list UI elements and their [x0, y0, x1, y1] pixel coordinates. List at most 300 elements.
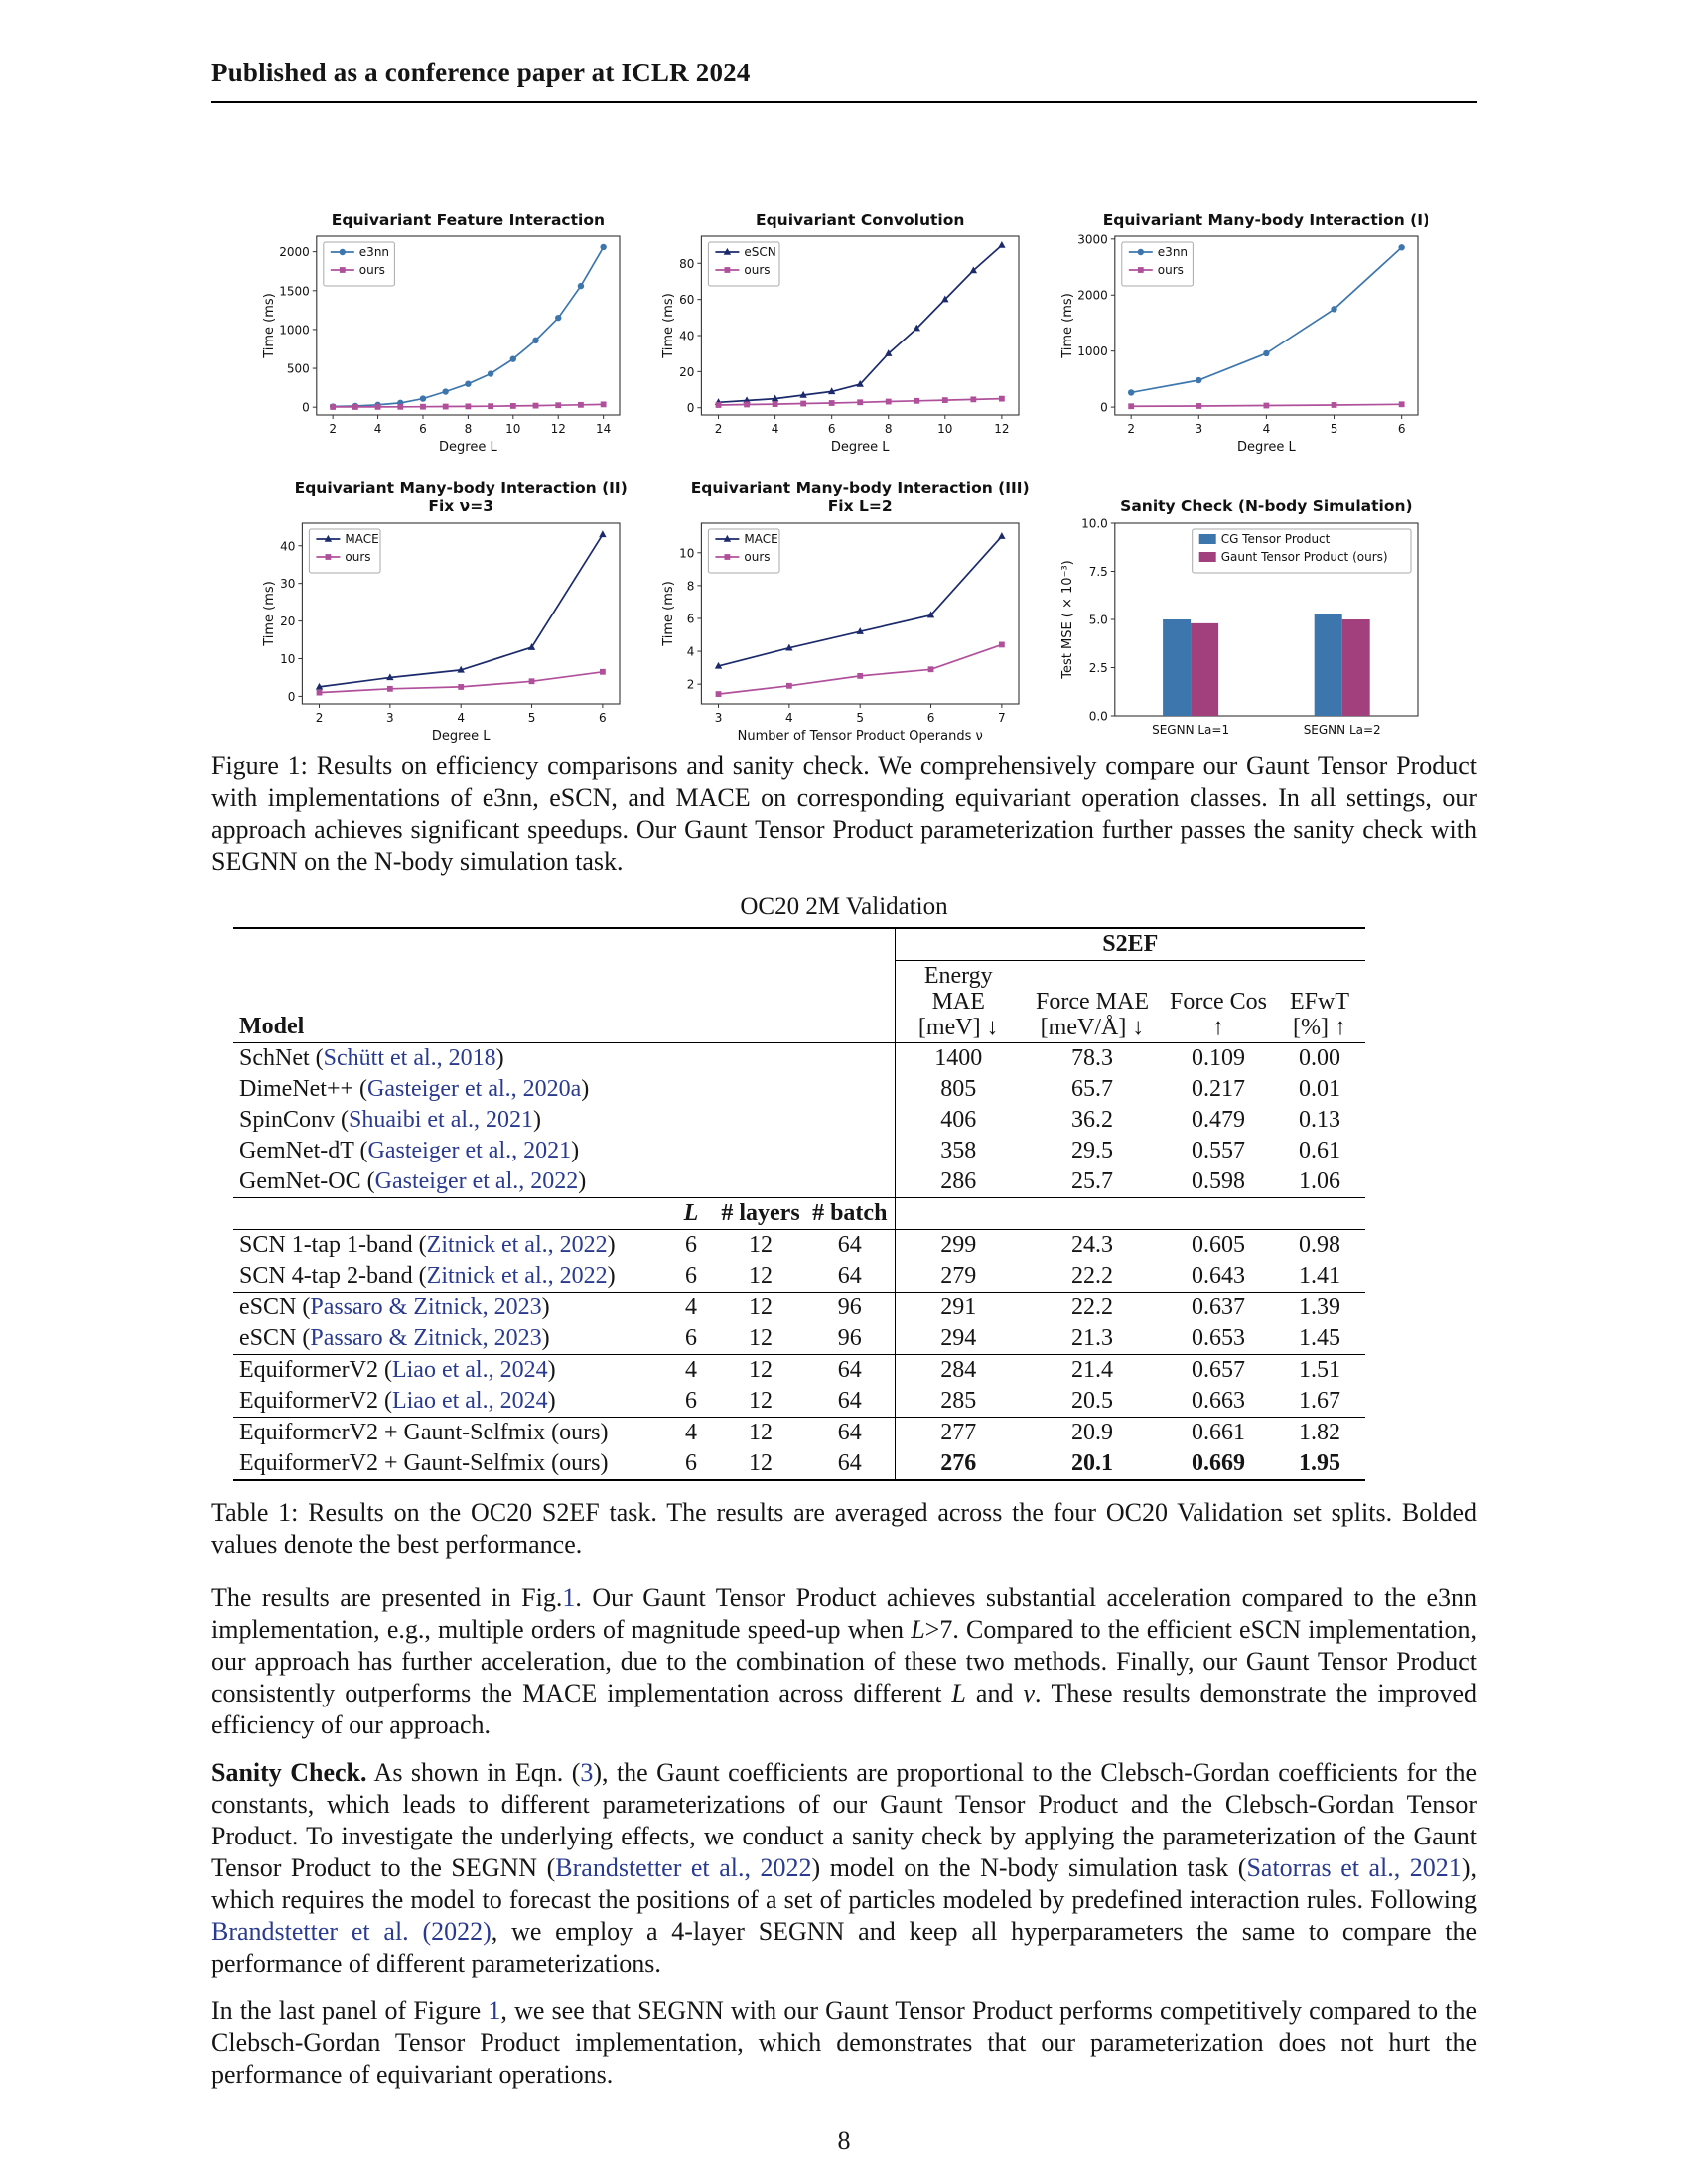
svg-text:40: 40	[280, 539, 296, 554]
metric-value: 1.06	[1299, 1168, 1340, 1194]
table-cell	[716, 1105, 805, 1136]
metric-value: 277	[895, 1418, 1022, 1449]
math-symbol: ν	[1023, 1679, 1035, 1707]
text-run: ), which requires the model to forecast the positions of a set of particles modeled by predefined interaction rules. Following	[211, 1853, 1477, 1914]
s2ef-header: S2EF	[895, 928, 1365, 961]
table-row	[233, 1136, 1365, 1166]
chart-legend	[309, 529, 380, 573]
table-cell: 96	[837, 1325, 862, 1351]
svg-text:Test MSE ( × 10⁻³): Test MSE ( × 10⁻³)	[1060, 560, 1075, 679]
model-name: SCN 1-tap 1-band	[239, 1232, 413, 1258]
metric-value: 22.2	[1022, 1293, 1163, 1324]
text-run: . These results demonstrate the improved efficiency of our approach.	[211, 1679, 1477, 1739]
svg-text:60: 60	[679, 293, 695, 308]
table-row	[233, 1230, 1365, 1262]
table-row	[233, 928, 1365, 961]
svg-text:10: 10	[679, 546, 695, 561]
svg-text:4: 4	[1262, 422, 1271, 436]
chart-panel-5	[659, 476, 1029, 751]
table-cell: 64	[837, 1388, 862, 1414]
metric-value: 0.663	[1192, 1388, 1245, 1414]
table-cell	[666, 961, 716, 1043]
svg-text:4: 4	[785, 711, 793, 725]
svg-text:500: 500	[286, 361, 310, 376]
svg-text:MACE: MACE	[345, 532, 379, 546]
model-cell: EquiformerV2 (Liao et al., 2024)	[239, 1388, 556, 1414]
svg-text:0: 0	[287, 689, 296, 704]
metric-value: 358	[895, 1136, 1022, 1166]
svg-text:10: 10	[280, 652, 296, 666]
chart-legend	[1122, 242, 1194, 286]
table-row	[233, 1105, 1365, 1136]
table-cell	[805, 1105, 895, 1136]
svg-text:6: 6	[827, 422, 836, 436]
citation-link[interactable]: Passaro & Zitnick, 2023	[310, 1295, 542, 1320]
svg-text:12: 12	[550, 422, 566, 436]
svg-text:Fix ν=3: Fix ν=3	[428, 497, 494, 515]
ref-link[interactable]: 3	[580, 1758, 594, 1787]
table-cell: 6	[685, 1388, 697, 1414]
metric-value: 0.557	[1192, 1138, 1245, 1163]
svg-text:7: 7	[998, 711, 1006, 725]
table-row	[233, 1355, 1365, 1387]
svg-text:e3nn: e3nn	[358, 245, 390, 259]
figure-1-row-1	[260, 208, 1428, 462]
table-row	[233, 1386, 1365, 1418]
metric-value: 0.01	[1299, 1076, 1340, 1102]
chart-svg-4	[260, 476, 630, 746]
page-number: 8	[837, 2126, 851, 2155]
main-column	[211, 751, 1477, 2107]
table-cell: 12	[749, 1263, 773, 1289]
chart-legend	[708, 529, 779, 573]
metric-value: 0.217	[1192, 1076, 1245, 1102]
svg-text:ours: ours	[358, 263, 385, 277]
svg-text:3: 3	[714, 711, 723, 725]
model-name: eSCN	[239, 1295, 297, 1320]
svg-text:30: 30	[280, 577, 296, 592]
svg-text:3: 3	[386, 711, 394, 725]
metric-value: 279	[895, 1261, 1022, 1293]
table-row	[233, 1074, 1365, 1105]
svg-text:10: 10	[505, 422, 521, 436]
model-name: eSCN	[239, 1325, 297, 1351]
metric-value: 21.4	[1022, 1355, 1163, 1387]
svg-text:Equivariant Feature Interactio: Equivariant Feature Interaction	[331, 211, 606, 229]
model-cell: SCN 4-tap 2-band (Zitnick et al., 2022)	[239, 1263, 616, 1289]
chart-legend	[1193, 529, 1411, 573]
bold-run-in: Sanity Check.	[211, 1758, 367, 1787]
svg-text:Time (ms): Time (ms)	[262, 581, 277, 646]
text-run: As shown in Eqn. (	[366, 1758, 581, 1787]
figure-1-row-2	[260, 476, 1428, 751]
svg-text:2000: 2000	[1077, 288, 1108, 303]
svg-text:2: 2	[329, 422, 337, 436]
svg-text:4: 4	[686, 644, 695, 659]
metric-value: 291	[895, 1293, 1022, 1324]
svg-text:7.5: 7.5	[1088, 565, 1108, 579]
col-batch-header: # batch	[805, 1198, 895, 1230]
citation-link[interactable]: Gasteiger et al., 2022	[374, 1168, 579, 1194]
metric-value: 36.2	[1071, 1107, 1113, 1133]
table-cell	[716, 1074, 805, 1105]
citation-link[interactable]: Zitnick et al., 2022	[426, 1232, 608, 1258]
svg-text:80: 80	[679, 256, 695, 271]
table-cell: 64	[805, 1355, 895, 1387]
model-name: SpinConv	[239, 1107, 336, 1133]
metric-value: 20.5	[1071, 1388, 1113, 1414]
math-symbol: L	[911, 1615, 925, 1644]
metric-value: 25.7	[1071, 1168, 1113, 1194]
metric-value: 20.1	[1022, 1448, 1163, 1480]
table-cell	[805, 961, 895, 1043]
model-name: SchNet	[239, 1045, 310, 1071]
svg-text:1500: 1500	[279, 284, 310, 299]
table-cell: 64	[805, 1448, 895, 1480]
svg-text:Equivariant Many-body Interact: Equivariant Many-body Interaction (I)	[1102, 211, 1428, 229]
chart-svg-1	[260, 208, 630, 457]
svg-text:Time (ms): Time (ms)	[1060, 293, 1075, 358]
citation-link[interactable]: Zitnick et al., 2022	[426, 1263, 608, 1289]
table-row	[233, 1166, 1365, 1198]
svg-text:5: 5	[1330, 422, 1338, 436]
table-row	[233, 1418, 1365, 1449]
table-row	[233, 1043, 1365, 1075]
chart-panel-6	[1058, 476, 1428, 751]
svg-text:6: 6	[419, 422, 427, 436]
svg-text:Equivariant Convolution: Equivariant Convolution	[755, 211, 965, 229]
col-L-header: L	[666, 1198, 716, 1230]
citation-link[interactable]: Gasteiger et al., 2021	[367, 1138, 572, 1163]
table-cell: 96	[805, 1293, 895, 1324]
citation-link[interactable]: Passaro & Zitnick, 2023	[310, 1325, 542, 1351]
svg-text:5.0: 5.0	[1088, 613, 1108, 627]
model-name: DimeNet++	[239, 1076, 354, 1102]
text-run: The results are presented in Fig.	[211, 1583, 563, 1612]
model-cell: DimeNet++ (Gasteiger et al., 2020a)	[239, 1076, 590, 1102]
metric-header: EFwT [%] ↑	[1274, 961, 1365, 1043]
table-cell: 4	[666, 1355, 716, 1387]
metric-value: 0.479	[1192, 1107, 1245, 1133]
model-cell: SchNet (Schütt et al., 2018)	[239, 1045, 504, 1071]
metric-value: 0.605	[1192, 1232, 1245, 1258]
metric-header: Force Cos ↑	[1163, 961, 1274, 1043]
table-1-title: OC20 2M Validation	[740, 893, 948, 920]
svg-text:3: 3	[1195, 422, 1203, 436]
table-cell: 12	[749, 1388, 773, 1414]
svg-text:2: 2	[714, 422, 723, 436]
model-header: Model	[233, 961, 666, 1043]
citation-link[interactable]: Schütt et al., 2018	[323, 1045, 496, 1071]
figure-1-caption: Figure 1: Results on efficiency comparisons and sanity check. We comprehensively compare our Gaunt Tensor Product with implementations of e3nn, eSCN, and MACE on corresponding equivariant operation classes. In all settings, our approach achieves significant speedups. Our Gaunt Tensor Product parameterization further passes the sanity check with SEGNN on the N-body simulation task.	[211, 751, 1477, 876]
math-symbol: L	[951, 1679, 966, 1707]
table-cell: 6	[685, 1232, 697, 1258]
metric-value: 1.82	[1274, 1418, 1365, 1449]
citation-link[interactable]: Gasteiger et al., 2020a	[367, 1076, 582, 1102]
bar-Gaunt Tensor Product (ours)	[1342, 619, 1370, 716]
table-cell: 4	[666, 1293, 716, 1324]
svg-text:1000: 1000	[279, 323, 310, 338]
svg-text:Sanity Check (N-body Simulatio: Sanity Check (N-body Simulation)	[1120, 497, 1413, 515]
metric-value: 0.13	[1299, 1107, 1340, 1133]
metric-value: 1.39	[1274, 1293, 1365, 1324]
running-header	[211, 58, 1477, 103]
metric-value: 1.51	[1274, 1355, 1365, 1387]
table-row	[233, 1323, 1365, 1355]
model-cell: eSCN (Passaro & Zitnick, 2023)	[233, 1293, 666, 1324]
metric-value: 0.61	[1299, 1138, 1340, 1163]
svg-text:3000: 3000	[1077, 232, 1108, 247]
chart-legend	[324, 242, 395, 286]
svg-text:2000: 2000	[279, 245, 310, 260]
metric-value: 299	[895, 1230, 1022, 1262]
svg-text:4: 4	[771, 422, 779, 436]
svg-text:10: 10	[937, 422, 953, 436]
table-row	[233, 961, 1365, 1043]
svg-text:SEGNN La=1: SEGNN La=1	[1152, 723, 1230, 737]
col-layers-header: # layers	[716, 1198, 805, 1230]
table-cell	[716, 1136, 805, 1166]
bar-CG Tensor Product	[1163, 619, 1191, 716]
svg-text:ours: ours	[1157, 263, 1184, 277]
svg-text:ours: ours	[744, 263, 771, 277]
table-cell	[895, 1198, 1365, 1230]
figure-1	[260, 208, 1428, 764]
table-cell	[233, 1198, 666, 1230]
model-cell: SCN 1-tap 1-band (Zitnick et al., 2022)	[239, 1232, 616, 1258]
svg-text:ours: ours	[744, 550, 771, 564]
text-run: and	[965, 1679, 1024, 1707]
svg-text:6: 6	[1397, 422, 1406, 436]
svg-text:Time (ms): Time (ms)	[661, 293, 676, 358]
text-run: >7. Compared to the efficient eSCN implementation, our approach has further acceleration, due to the combination of these two methods. Finally, our Gaunt Tensor Product consistently outperforms the MACE implementation across different	[211, 1615, 1477, 1707]
svg-text:ours: ours	[345, 550, 371, 564]
table-cell	[805, 1136, 895, 1166]
metric-value: 284	[895, 1355, 1022, 1387]
model-name: GemNet-dT	[239, 1138, 354, 1163]
svg-text:Number of Tensor Product Opera: Number of Tensor Product Operands ν	[737, 729, 983, 744]
table-cell	[666, 1105, 716, 1136]
ref-link[interactable]: 1	[488, 1996, 501, 2025]
svg-text:eSCN: eSCN	[744, 245, 776, 259]
metric-value: 22.2	[1071, 1263, 1113, 1289]
svg-text:6: 6	[926, 711, 935, 725]
metric-value: 65.7	[1071, 1076, 1113, 1102]
svg-text:Equivariant Many-body Interact: Equivariant Many-body Interaction (II)	[294, 479, 628, 497]
table-cell	[666, 1043, 716, 1075]
results-table	[233, 927, 1365, 1481]
svg-text:4: 4	[457, 711, 466, 725]
metric-value: 0.637	[1163, 1293, 1274, 1324]
ref-link[interactable]: Brandstetter et al. (2022)	[211, 1917, 492, 1946]
table-cell: 6	[666, 1448, 716, 1480]
svg-text:5: 5	[856, 711, 865, 725]
text-run: , we employ a 4-layer SEGNN and keep all hyperparameters the same to compare the performance of different parameterizations.	[211, 1917, 1477, 1978]
svg-text:2.5: 2.5	[1088, 661, 1108, 675]
table-cell: 64	[805, 1418, 895, 1449]
chart-svg-2	[659, 208, 1029, 457]
table-cell	[805, 1074, 895, 1105]
chart-panel-4	[260, 476, 630, 751]
table-1-caption: Table 1: Results on the OC20 S2EF task. The results are averaged across the four OC20 Validation set splits. Bolded values denote the best performance.	[211, 1498, 1477, 1559]
paragraph-1	[211, 1582, 1477, 1741]
svg-text:Equivariant Many-body Interact: Equivariant Many-body Interaction (III)	[690, 479, 1029, 497]
metric-header: Force MAE [meV/Å] ↓	[1022, 961, 1163, 1043]
table-cell: 12	[749, 1325, 773, 1351]
paragraph-3	[211, 1995, 1477, 2091]
svg-text:2: 2	[686, 677, 695, 692]
ref-link[interactable]: Brandstetter et al., 2022	[555, 1853, 812, 1882]
metric-value: 805	[895, 1074, 1022, 1105]
svg-text:0: 0	[1100, 400, 1108, 415]
table-cell	[666, 1136, 716, 1166]
model-name: EquiformerV2	[239, 1357, 378, 1383]
table-cell	[233, 928, 895, 961]
table-cell: 64	[837, 1263, 862, 1289]
citation-link[interactable]: Liao et al., 2024	[391, 1388, 548, 1414]
metric-value: 294	[895, 1323, 1022, 1355]
table-cell	[716, 1043, 805, 1075]
table-cell	[716, 961, 805, 1043]
metric-value: 1.41	[1299, 1263, 1340, 1289]
ref-link[interactable]: 1	[562, 1583, 576, 1612]
chart-panel-3	[1058, 208, 1428, 462]
text-run: . Our Gaunt Tensor Product achieves substantial acceleration compared to the e3nn implementation, e.g., multiple orders of magnitude speed-up when	[211, 1583, 1477, 1644]
svg-text:CG Tensor Product: CG Tensor Product	[1220, 532, 1331, 546]
model-name: EquiformerV2	[239, 1388, 378, 1414]
svg-text:12: 12	[994, 422, 1010, 436]
svg-text:5: 5	[527, 711, 536, 725]
metric-header: Energy MAE [meV] ↓	[895, 961, 1022, 1043]
model-cell: SpinConv (Shuaibi et al., 2021)	[239, 1107, 542, 1133]
metric-value: 0.657	[1163, 1355, 1274, 1387]
table-cell	[666, 1166, 716, 1198]
svg-text:Fix L=2: Fix L=2	[827, 497, 893, 515]
svg-text:6: 6	[686, 612, 695, 626]
model-cell: GemNet-OC (Gasteiger et al., 2022)	[239, 1168, 587, 1194]
table-cell: 64	[837, 1232, 862, 1258]
svg-text:8: 8	[884, 422, 893, 436]
svg-text:Time (ms): Time (ms)	[661, 581, 676, 646]
table-row	[233, 1448, 1365, 1480]
metric-value: 1.45	[1299, 1325, 1340, 1351]
metric-value: 286	[895, 1166, 1022, 1198]
metric-value: 1.95	[1274, 1448, 1365, 1480]
svg-text:e3nn: e3nn	[1157, 245, 1189, 259]
table-cell: 6	[685, 1263, 697, 1289]
ref-link[interactable]: Satorras et al., 2021	[1246, 1853, 1462, 1882]
metric-value: 406	[895, 1105, 1022, 1136]
svg-text:MACE: MACE	[744, 532, 778, 546]
svg-text:8: 8	[464, 422, 473, 436]
svg-text:4: 4	[373, 422, 382, 436]
bar-Gaunt Tensor Product (ours)	[1191, 623, 1218, 716]
svg-text:10.0: 10.0	[1081, 516, 1108, 531]
metric-value: 0.661	[1163, 1418, 1274, 1449]
metric-value: 0.00	[1299, 1045, 1340, 1071]
table-cell: 12	[749, 1232, 773, 1258]
svg-text:14: 14	[596, 422, 612, 436]
metric-value: 0.98	[1299, 1232, 1340, 1258]
metric-value: 29.5	[1071, 1138, 1113, 1163]
citation-link[interactable]: Liao et al., 2024	[391, 1357, 548, 1383]
text-run: , we see that SEGNN with our Gaunt Tensor Product performs competitively compared to the Clebsch-Gordan Tensor Product implementation, which demonstrates that our parameterization does not hurt the performance of equivariant operations.	[211, 1996, 1477, 2089]
model-name: EquiformerV2 + Gaunt-Selfmix	[239, 1420, 546, 1445]
metric-value: 0.643	[1192, 1263, 1245, 1289]
metric-value: 1400	[895, 1043, 1022, 1075]
table-cell: 12	[716, 1448, 805, 1480]
metric-value: 78.3	[1071, 1045, 1113, 1071]
model-name: SCN 4-tap 2-band	[239, 1263, 413, 1289]
svg-text:0.0: 0.0	[1088, 709, 1108, 724]
svg-text:1000: 1000	[1077, 344, 1108, 359]
model-name: GemNet-OC	[239, 1168, 361, 1194]
model-name: EquiformerV2 + Gaunt-Selfmix	[239, 1450, 546, 1476]
chart-legend	[708, 242, 779, 286]
chart-svg-6	[1058, 476, 1428, 746]
metric-value: 276	[895, 1448, 1022, 1480]
table-row	[233, 1261, 1365, 1293]
citation-link[interactable]: Shuaibi et al., 2021	[349, 1107, 534, 1133]
running-header-text: Published as a conference paper at ICLR 2024	[211, 58, 751, 87]
table-cell	[805, 1043, 895, 1075]
svg-text:8: 8	[686, 579, 695, 594]
svg-text:Degree L: Degree L	[431, 729, 491, 744]
table-cell	[805, 1166, 895, 1198]
model-cell: GemNet-dT (Gasteiger et al., 2021)	[239, 1138, 580, 1163]
table-row	[233, 1293, 1365, 1324]
svg-text:SEGNN La=2: SEGNN La=2	[1303, 723, 1381, 737]
metric-value: 21.3	[1071, 1325, 1113, 1351]
table-cell: 12	[716, 1293, 805, 1324]
table-cell: 12	[716, 1418, 805, 1449]
svg-text:0: 0	[686, 401, 695, 416]
svg-text:Degree L: Degree L	[830, 440, 890, 455]
table-row	[233, 1198, 1365, 1230]
metric-value: 0.653	[1192, 1325, 1245, 1351]
chart-panel-2	[659, 208, 1029, 462]
svg-text:0: 0	[302, 400, 310, 415]
model-cell: EquiformerV2 + Gaunt-Selfmix (ours)	[233, 1418, 666, 1449]
model-cell: EquiformerV2 (Liao et al., 2024)	[233, 1355, 666, 1387]
metric-value: 24.3	[1071, 1232, 1113, 1258]
svg-text:6: 6	[599, 711, 607, 725]
metric-value: 20.9	[1022, 1418, 1163, 1449]
metric-value: 285	[895, 1386, 1022, 1418]
paragraph-2	[211, 1757, 1477, 1979]
metric-value: 0.598	[1192, 1168, 1245, 1194]
metric-value: 0.109	[1192, 1045, 1245, 1071]
svg-text:2: 2	[1127, 422, 1135, 436]
svg-text:20: 20	[679, 364, 695, 379]
metric-value: 0.669	[1163, 1448, 1274, 1480]
svg-text:2: 2	[315, 711, 324, 725]
svg-text:40: 40	[679, 329, 695, 343]
table-cell: 4	[666, 1418, 716, 1449]
svg-text:Time (ms): Time (ms)	[262, 293, 277, 358]
model-cell: EquiformerV2 + Gaunt-Selfmix (ours)	[233, 1448, 666, 1480]
table-cell	[666, 1074, 716, 1105]
text-run: In the last panel of Figure	[211, 1996, 489, 2025]
chart-svg-5	[659, 476, 1029, 746]
svg-text:Degree L: Degree L	[1237, 440, 1296, 455]
svg-text:Gaunt Tensor Product (ours): Gaunt Tensor Product (ours)	[1220, 550, 1388, 564]
metric-value: 1.67	[1299, 1388, 1340, 1414]
svg-text:Degree L: Degree L	[439, 440, 497, 455]
text-run: ) model on the N-body simulation task (	[811, 1853, 1247, 1882]
body-paragraphs	[211, 1582, 1477, 2091]
table-cell	[716, 1166, 805, 1198]
